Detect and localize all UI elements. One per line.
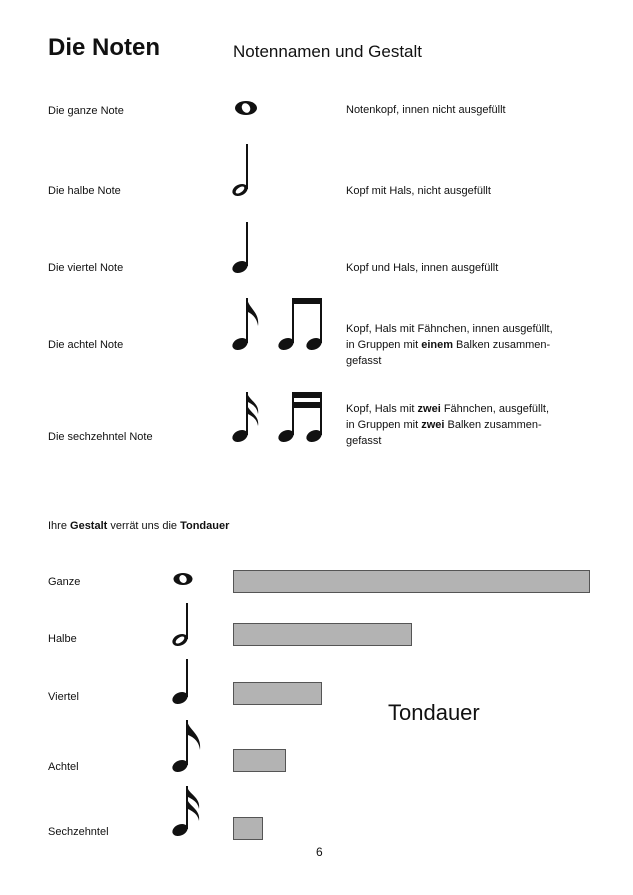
half-note-icon <box>170 600 200 650</box>
duration-label-sechzehntel: Sechzehntel <box>48 826 109 838</box>
page-title: Die Noten <box>48 34 161 61</box>
quarter-note-icon <box>230 220 260 280</box>
page-number: 6 <box>316 845 323 859</box>
duration-bar-viertel <box>233 682 322 705</box>
duration-label-halbe: Halbe <box>48 633 77 645</box>
note-desc-eighth: Kopf, Hals mit Fähnchen, innen ausgefüllt, in Gruppen mit einem Balken zusammen- gefasst <box>346 323 553 367</box>
note-desc-quarter: Kopf und Hals, innen ausgefüllt <box>346 262 499 274</box>
note-label-half: Die halbe Note <box>48 185 121 197</box>
half-note-icon <box>230 140 260 200</box>
note-desc-sixteenth: Kopf, Hals mit zwei Fähnchen, ausgefüllt, in Gruppen mit zwei Balken zusammen- gefasst <box>346 403 550 447</box>
note-label-quarter: Die viertel Note <box>48 262 124 274</box>
duration-label-viertel: Viertel <box>48 691 79 703</box>
eighth-note-icon <box>230 296 330 356</box>
duration-bar-sechzehntel <box>233 817 263 840</box>
note-label-sixteenth: Die sechzehntel Note <box>48 431 153 443</box>
note-desc-whole: Notenkopf, innen nicht ausgefüllt <box>346 104 506 116</box>
duration-label-achtel: Achtel <box>48 761 79 773</box>
tondauer-label: Tondauer <box>388 700 480 725</box>
duration-intro: Ihre Gestalt verrät uns die Tondauer <box>48 520 230 532</box>
duration-bar-ganze <box>233 570 590 593</box>
note-label-whole: Die ganze Note <box>48 105 124 117</box>
sixteenth-note-icon <box>170 784 210 844</box>
eighth-note-icon <box>170 718 210 778</box>
note-label-eighth: Die achtel Note <box>48 339 124 351</box>
sixteenth-note-icon <box>230 390 330 450</box>
duration-bar-achtel <box>233 749 286 772</box>
duration-label-ganze: Ganze <box>48 576 81 588</box>
whole-note-icon <box>234 100 264 120</box>
quarter-note-icon <box>170 656 200 706</box>
note-desc-half: Kopf mit Hals, nicht ausgefüllt <box>346 185 491 197</box>
duration-bar-halbe <box>233 623 412 646</box>
whole-note-icon <box>173 572 197 588</box>
page-subtitle: Notennamen und Gestalt <box>233 42 423 61</box>
